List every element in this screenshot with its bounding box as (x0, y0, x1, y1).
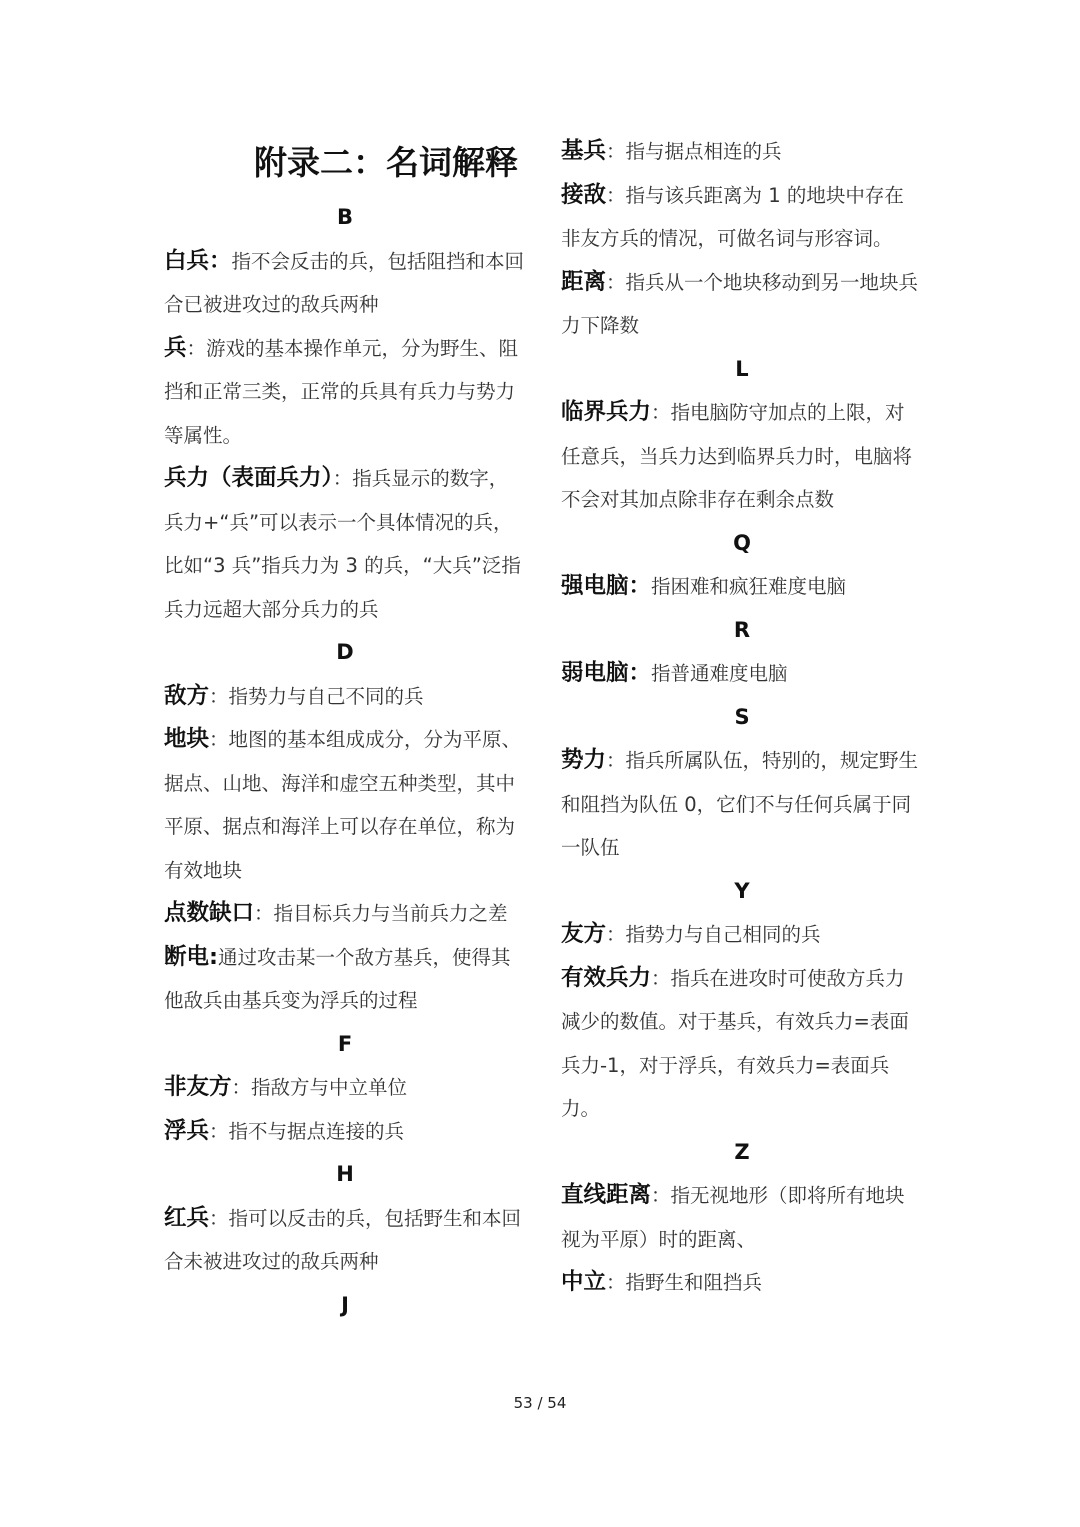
glossary-term: 断电: (164, 943, 218, 970)
glossary-term: 白兵： (164, 247, 232, 274)
glossary-entry (164, 936, 526, 1023)
glossary-term: 距离 (561, 268, 607, 295)
glossary-definition: ：指兵所属队伍，特别的，规定野生和阻挡为队伍 0，它们不与任何兵属于同一队伍 (561, 749, 919, 859)
right-column (561, 130, 923, 1305)
glossary-definition: ：指可以反击的兵，包括野生和本回合未被进攻过的敌兵两种 (164, 1206, 522, 1273)
glossary-term: 势力 (561, 747, 607, 773)
section-letter-h: H (336, 1162, 354, 1186)
page-number: 53 / 54 (513, 1394, 567, 1412)
section-letter-f: F (337, 1031, 353, 1056)
glossary-definition: ：地图的基本组成成分，分为平原、据点、山地、海洋和虚空五种类型，其中平原、据点和海洋上可以存在单位，称为有效地块 (164, 728, 522, 882)
glossary-term: 地块 (164, 726, 210, 752)
glossary-entry (164, 240, 526, 327)
glossary-definition: 通过攻击某一个敌方基兵，使得其他敌兵由基兵变为浮兵的过程 (164, 945, 511, 1012)
left-column (164, 130, 526, 1327)
glossary-term: 临界兵力 (561, 399, 652, 425)
glossary-definition: ：指敌方与中立单位 (231, 1076, 408, 1099)
glossary-term: 非友方 (164, 1074, 232, 1100)
glossary-term: 浮兵 (164, 1117, 210, 1144)
glossary-entry (164, 718, 526, 892)
glossary-entry (561, 1174, 923, 1261)
glossary-entry (164, 327, 526, 458)
glossary-definition: ：指兵在进攻时可使敌方兵力减少的数值。对于基兵，有效兵力=表面兵力-1，对于浮兵，有效兵力=表面兵力。 (561, 966, 909, 1120)
glossary-definition: ：指兵显示的数字，兵力+“兵”可以表示一个具体情况的兵，比如“3 兵”指兵力为 3 的兵，“大兵”泛指兵力远超大部分兵力的兵 (164, 467, 521, 621)
glossary-entry (164, 457, 526, 631)
glossary-definition: 指困难和疯狂难度电脑 (651, 575, 847, 598)
glossary-term: 敌方 (164, 682, 210, 709)
glossary-entry (164, 1066, 526, 1110)
glossary-entry (561, 261, 923, 348)
glossary-term: 红兵 (164, 1204, 210, 1231)
glossary-entry (164, 1197, 526, 1284)
glossary-entry (561, 391, 923, 522)
glossary-entry (561, 913, 923, 957)
glossary-term: 接敌 (561, 181, 607, 208)
glossary-term: 强电脑： (561, 573, 652, 599)
page-title: 附录二：名词解释 (254, 143, 518, 182)
glossary-term: 有效兵力 (561, 964, 652, 991)
section-letter-s: S (734, 704, 750, 729)
glossary-definition: ：指势力与自己不同的兵 (209, 684, 424, 708)
glossary-term: 直线距离 (561, 1182, 652, 1208)
glossary-term: 兵 (164, 334, 187, 361)
section-letter-j: J (341, 1292, 349, 1317)
glossary-definition: ：指与该兵距离为 1 的地块中存在非友方兵的情况，可做名词与形容词。 (561, 183, 904, 250)
glossary-definition: ：指目标兵力与当前兵力之差 (254, 902, 508, 925)
glossary-definition: 指普通难度电脑 (651, 662, 788, 685)
glossary-term: 基兵 (561, 138, 607, 164)
glossary-definition: ：指与据点相连的兵 (606, 140, 782, 163)
glossary-definition: ：游戏的基本操作单元，分为野生、阻挡和正常三类，正常的兵具有兵力与势力等属性。 (164, 336, 519, 447)
glossary-definition: ：指无视地形（即将所有地块视为平原）时的距离、 (561, 1184, 905, 1251)
glossary-term: 中立 (561, 1269, 607, 1295)
glossary-entry (561, 565, 923, 609)
glossary-entry (561, 652, 923, 696)
glossary-entry (561, 1261, 923, 1305)
glossary-definition: ：指电脑防守加点的上限，对任意兵，当兵力达到临界兵力时，电脑将不会对其加点除非存在剩余点数 (561, 401, 913, 511)
glossary-entry (561, 739, 923, 870)
glossary-definition: 指不会反击的兵，包括阻挡和本回合已被进攻过的敌兵两种 (164, 249, 525, 316)
glossary-definition: ：指野生和阻挡兵 (606, 1271, 763, 1294)
glossary-term: 兵力（表面兵力） (164, 465, 333, 491)
glossary-entry (561, 957, 923, 1131)
glossary-entry (561, 174, 923, 261)
section-letter-y: Y (734, 878, 750, 903)
section-letter-b: B (336, 205, 353, 229)
glossary-term: 弱电脑： (561, 660, 652, 686)
glossary-entry (164, 675, 526, 719)
glossary-definition: ：指兵从一个地块移动到另一地块兵力下降数 (561, 270, 919, 337)
glossary-entry (164, 1110, 526, 1154)
glossary-definition: ：指势力与自己相同的兵 (606, 923, 821, 946)
section-letter-l: L (735, 356, 749, 381)
glossary-entry (561, 130, 923, 174)
glossary-term: 友方 (561, 921, 607, 947)
glossary-entry (164, 892, 526, 936)
section-letter-d: D (336, 640, 354, 664)
section-letter-z: Z (734, 1139, 750, 1164)
section-letter-r: R (733, 617, 751, 642)
glossary-term: 点数缺口 (164, 900, 255, 926)
section-letter-q: Q (733, 530, 751, 555)
glossary-definition: ：指不与据点连接的兵 (209, 1119, 405, 1143)
